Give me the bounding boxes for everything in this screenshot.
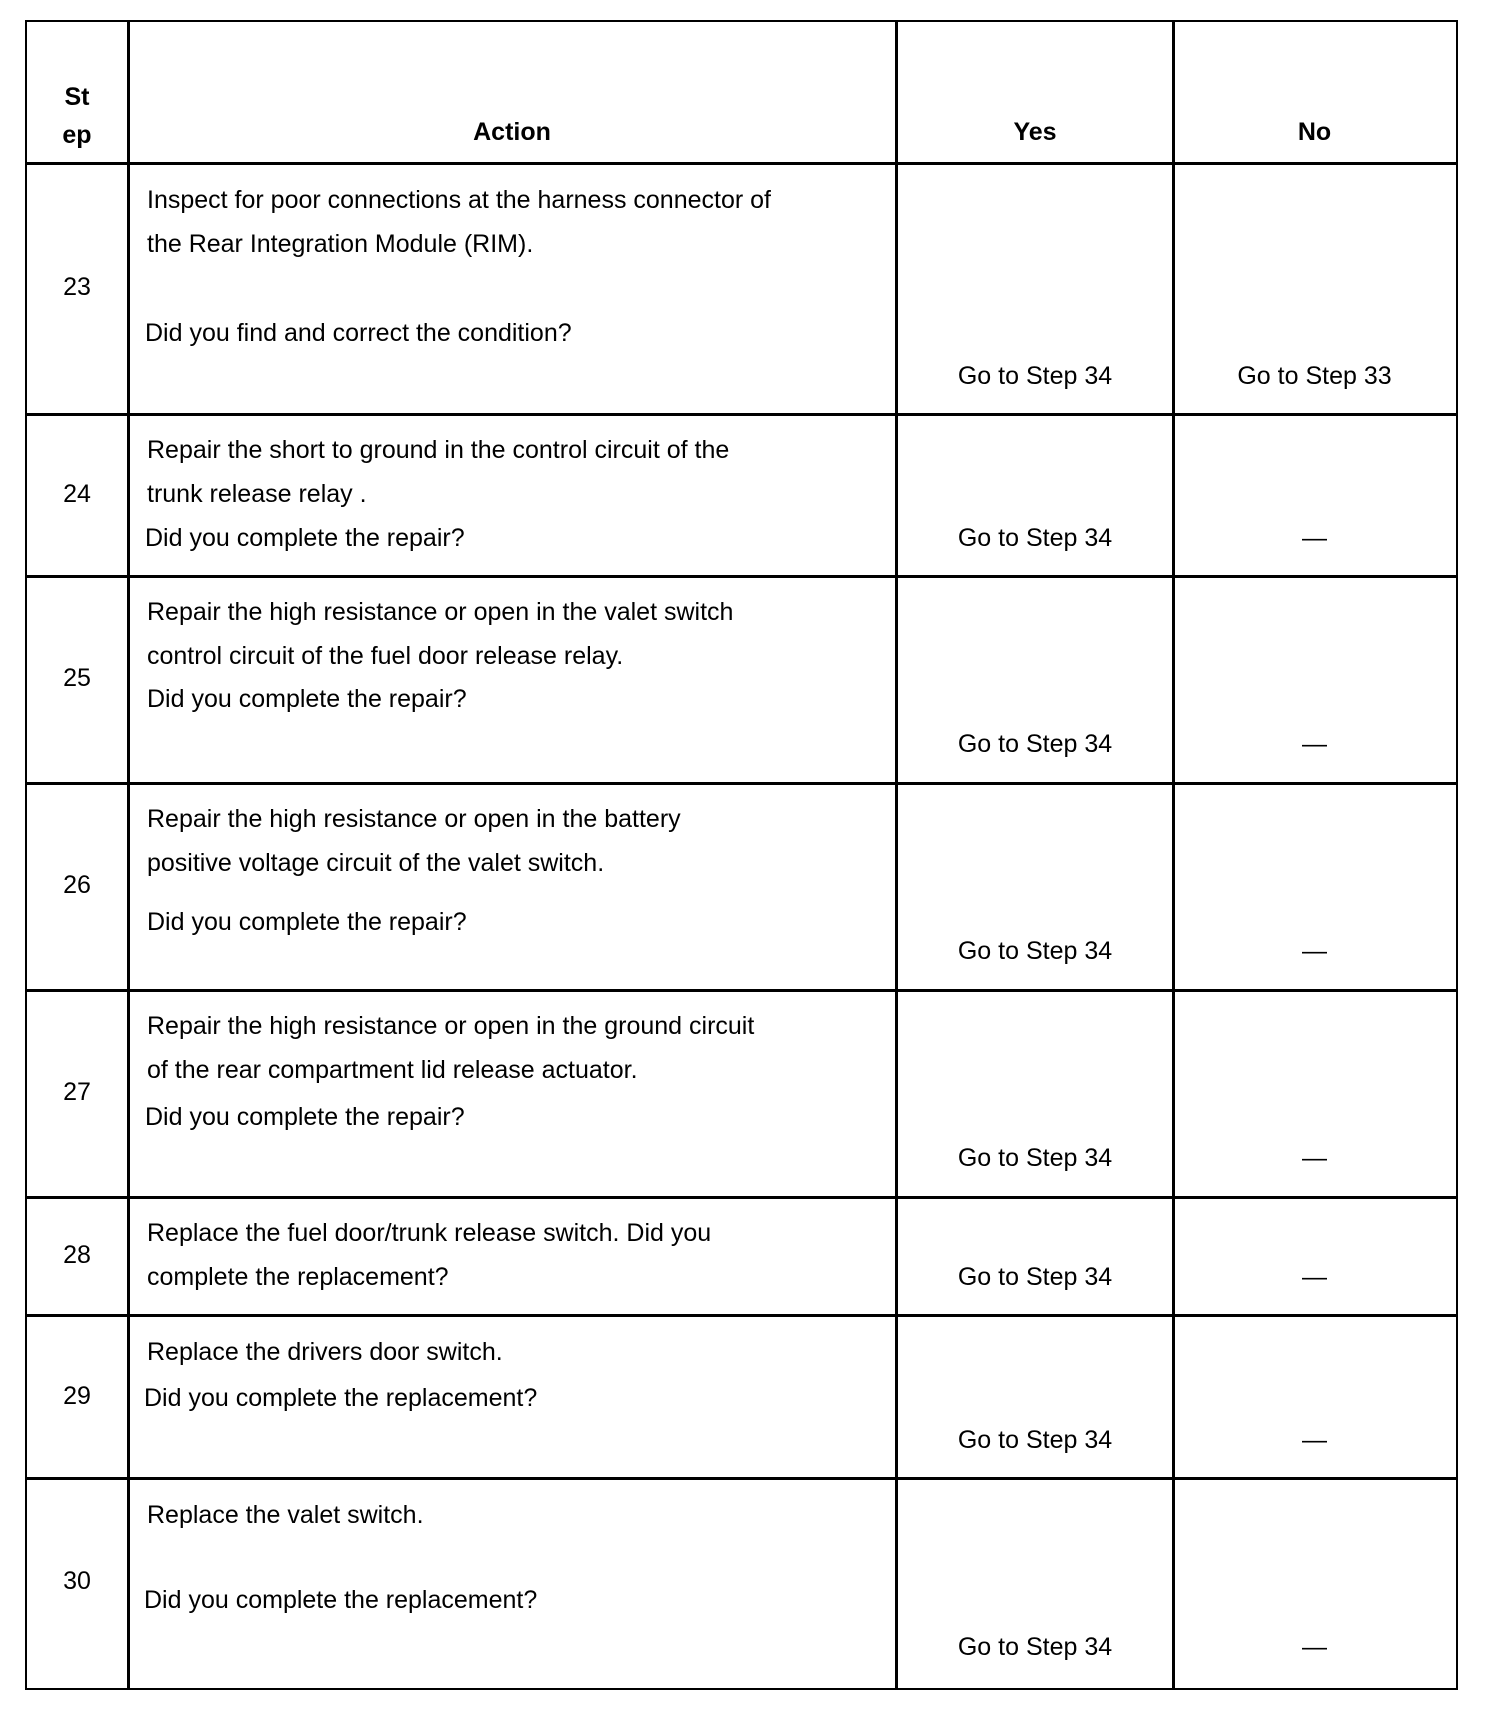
row-divider	[27, 989, 1456, 992]
no-result: —	[1302, 1633, 1327, 1661]
row-divider	[27, 413, 1456, 416]
row-divider	[27, 1477, 1456, 1480]
action-question: Did you complete the replacement?	[144, 1384, 538, 1412]
row-divider	[27, 1196, 1456, 1199]
action-text: control circuit of the fuel door release relay.	[147, 642, 624, 670]
action-text: complete the replacement?	[147, 1263, 449, 1291]
action-text: the Rear Integration Module (RIM).	[147, 230, 534, 258]
action-question: Did you complete the repair?	[145, 524, 465, 552]
action-text: Repair the high resistance or open in the battery	[147, 805, 681, 833]
action-question: Did you find and correct the condition?	[145, 319, 572, 347]
yes-result: Go to Step 34	[957, 1426, 1113, 1454]
step-number: 25	[63, 664, 91, 692]
action-question: Did you complete the replacement?	[144, 1586, 538, 1614]
yes-result: Go to Step 34	[957, 730, 1113, 758]
yes-result: Go to Step 34	[957, 1263, 1113, 1291]
row-divider	[27, 1314, 1456, 1317]
row-divider	[27, 575, 1456, 578]
action-text: Replace the valet switch.	[147, 1501, 424, 1529]
yes-result: Go to Step 34	[957, 362, 1113, 390]
diagnostic-table	[25, 20, 1458, 1690]
action-text: of the rear compartment lid release actuator.	[147, 1056, 638, 1084]
header-action: Action	[473, 118, 551, 146]
no-result: —	[1302, 1144, 1327, 1172]
column-divider	[127, 22, 130, 1688]
step-number: 23	[63, 273, 91, 301]
step-number: 24	[63, 480, 91, 508]
action-text: Replace the drivers door switch.	[147, 1338, 503, 1366]
no-result: —	[1302, 730, 1327, 758]
step-number: 27	[63, 1078, 91, 1106]
action-text: positive voltage circuit of the valet switch.	[147, 849, 605, 877]
action-text: Repair the high resistance or open in the ground circuit	[147, 1012, 755, 1040]
action-text: Inspect for poor connections at the harness connector of	[147, 186, 771, 214]
action-text: Replace the fuel door/trunk release switch. Did you	[147, 1219, 712, 1247]
yes-result: Go to Step 34	[957, 1144, 1113, 1172]
step-number: 26	[63, 871, 91, 899]
no-result: —	[1302, 1263, 1327, 1291]
row-divider	[27, 782, 1456, 785]
action-question: Did you complete the repair?	[147, 908, 467, 936]
step-number: 28	[63, 1241, 91, 1269]
no-result: —	[1302, 1426, 1327, 1454]
row-divider	[27, 162, 1456, 165]
step-number: 29	[63, 1382, 91, 1410]
yes-result: Go to Step 34	[957, 937, 1113, 965]
step-number: 30	[63, 1567, 91, 1595]
header-yes: Yes	[1013, 118, 1057, 146]
no-result: —	[1302, 524, 1327, 552]
yes-result: Go to Step 34	[957, 1633, 1113, 1661]
action-question: Did you complete the repair?	[145, 1103, 465, 1131]
action-text: Repair the short to ground in the control circuit of the	[147, 436, 730, 464]
action-text: Repair the high resistance or open in the valet switch	[147, 598, 734, 626]
action-text: trunk release relay .	[147, 480, 367, 508]
header-step: St ep	[62, 83, 92, 149]
no-result: Go to Step 33	[1237, 362, 1392, 390]
header-no: No	[1297, 118, 1332, 146]
no-result: —	[1302, 937, 1327, 965]
yes-result: Go to Step 34	[957, 524, 1113, 552]
action-question: Did you complete the repair?	[147, 685, 467, 713]
